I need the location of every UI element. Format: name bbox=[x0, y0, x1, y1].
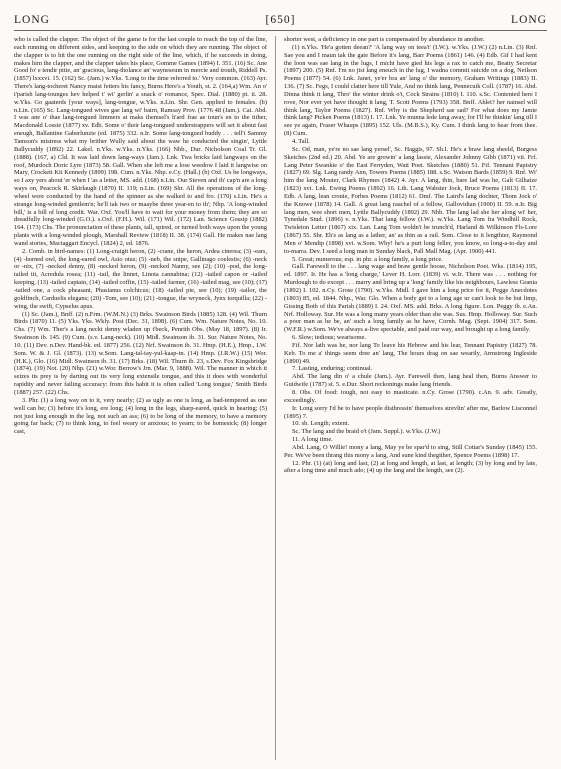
entry-paragraph: Sc. The lang and the braid o't (Jam. Suppl.). w.Yks. (J.W.) bbox=[292, 428, 441, 436]
left-column bbox=[14, 36, 267, 760]
column-divider bbox=[275, 36, 276, 760]
header-left-headword: LONG bbox=[14, 14, 50, 26]
entry-paragraph: 5. Great; numerous; esp. in phr. a long family, a long price. bbox=[292, 255, 443, 263]
entry-paragraph: 11. A long time. bbox=[292, 436, 333, 444]
entry-paragraph: Abd. Lang, O Willie! mony a lang, May ye be spar'd to sing, Still Cottar's Sunday (1845) 155. Per. We've been thrang this mony a lang, And sune kind thegither, Spence Poems (1898) 17. bbox=[284, 443, 537, 459]
entry-paragraph: 3. Phr. (1) a long way on to it, very nearly; (2) as ugly as one is long, as bad-tempered as one well can be; (3) before it's long, ere long; (4) long in the legs, sharp-eared, quick in hearing; (5) not just long enough in the leg, not such an ass; (6) to be long of the memory, to have a memory going far back; (7) to think long, to feel weary or anxious; to yearn; to be homesick; (8) longer cast, bbox=[14, 396, 267, 436]
entry-paragraph: (1) n.Yks. 'He'a gotten deean?' 'A lang way on teea't' (I.W.). w.Yks. (J.W.) (2) n.Lin. (3) Rnf. Sae you and I maun tak the gate Before it's lang, Barr Poems (1861) 146. (4) Edb. Gif I had kent the loon was sae lang in the lugs, I micht have gied his legs a rax to catch me, Beatty Secretar (1897) 200. (5) Rnf. I'm no jist lang eneuch in the lug, I wadna commit suicide on a dog, Neilson Poems (1877) 54. (6) Lnk. Janet, ye'er bra an' lang o' the memory, Graham Writings (1883) II. 136. (7) Sc. Fegs, I could clatter here till Yule, And no think lang, Pennecuik Coll. (1787) 16. Abd. Dinna think it lang, Thro' the winter drink o't, Cock Strains (1810) I. 110. s.Sc. Contented here I rove, Nor ever yet have thought it lang, T. Scott Poems (1793) 358. Bnff. Ahlet? her nainsel will think lang, Taylor Poems (1827). Rnf. Why is the Shepherd sae sad? For what does my Jamie think lang? Picken Poems (1813) I. 17. Lnk. Ye munna lede lang away, for I'll be thinkin' lang till I see ye again, Fraser Whaups (1895) 152. Uls. (M.B.S.), Ky. Cum. I think lang to hear from thee. (8) Cum. bbox=[284, 43, 537, 138]
entry-paragraph: 2. Comb. in bird-names: (1) Long-craigit heron, (2) -crane, the heron, Ardea cinerea; (3) -ears, (4) -horned owl, the long-eared owl, Asio otus; (5) -neb, the snipe, Gallinago coelestis; (6) -neck or -nix, (7) -necked denny, (8) -necked heron, (9) -necked Nanny, see (2); (10) -pod, the long-tailed tit, Acredula rosea; (11) -tail, the linnet, Linota cannabina; (12) -tailed capon or -tailed keeping, (13) -tailed captain, (14) -tailed coffin, (15) -tailed farmer, (16) -tailed mag, see (10); (17) -tailed one, a cock pheasant, Phasianus colchicus; (18) -tailed pie, see (10); (19) -tailor, the goldfinch, Carduelis elegans; (20) -Tom, see (10); (21) -tongue, the wryneck, Jynx torquilla; (22) -wing, the swift, Cypselus apus. bbox=[14, 247, 267, 310]
header-page-number: [650] bbox=[265, 14, 296, 26]
entry-paragraph: 8. Obs. Of food: tough, not easy to masticate. n.Cy. Grose (1790). c.An. 9. adv. Greatly, exceedingly. bbox=[284, 388, 537, 404]
header-right-headword: LONG bbox=[511, 14, 547, 26]
entry-paragraph: Fif. Nor lath was he, nor lang To leave his Hebrew and his lear, Tennant Papistry (1827) 78. Keb. To me a' things seem dree an' lang, The hours drag on sae wearily, Armstrong Ingleside (1890) 49. bbox=[284, 341, 537, 365]
entry-paragraph: who is called the clapper. The object of the game is for the last couple to reach the top of the line, each running on different sides, and keeping to the side on which they are running. The object of the clapper is to hit the one running on the right side of the line, which, if he succeeds in doing, makes him the clapper, and the clapper takes his place, Gomme Games (1894) I. 351. (16) Sc. Ane Good fo' e tendir pitie, an' gracious, lang-tholance an' wayneseum in mercie and trouth, Riddell Ps. (1857) lxxxvi. 15. (162) Sc. (Jam.) w.Yks. 'Long to the time referred to.' Very common. (163) Ayr. There's lang-tocheret Nancy maist fetters his fancy, Burns Here's a Youth, st. 2. (164,a) Wm. An o' t'parish lang-tounges hev helped t' wi' gerlin' a snack o' romance, Spec. Dial. (1880) pt. ii. 28. w.Yks. Go gaaterds [your ways], lang-tongue, w.Yks. n.Lin. Shr. Gen. applied to females. (b) n.Lin. (165) Sc. Lang-tongued wives gae lang wi' bairn, Ramsay Prov. (1776 48 (Jam.). Cai. Abd. I was ane o' thae lang-tongued limmers at maks themsel's h'ard frae ae toun's en to the tither, Macdonald Lossie (1877) xv. Edb. Some o' their lang-tongued understrappers will set it about fast eneugh, Ballantine Gaberlunzie (ed. 1875) 332. n.Ir. Some lang-tongued buddy . . . tell't Sammy Tamson's mistress what my brither Wully said about the waw he conducted the singin', Lyttle Ballycuddy (1892) 22. Lakel. n.Yks. w.Yks. n.Yks. (166) Nhb., Dur. Nicholson Coal Tr. Gl. (1888). (167, a) Cld. It was laid down lang-ways (Jam.). Lnk. Twa bricks laid langways on the roof, Murdoch Doric Lyre (1873) 58. Gall. When she left me a lose weedow I laid it langwise on Mary, Crockett Kit Kennedy (1899) 198. Cum. n.Yks. Nhp. e.Cy. (Hall.) (b) Oxf. Us be longways, so I axy yers about 'er when I 'as a letter, MS. add. (168) n.Lin. Our Steven and th' cap'n are a long ways on, Peacock R. Skirlaugh (1870) II. 119; n.Lin. (169) Shr. All the operations of the long-wheel were conducted by the hand of the spinner as she walked to and fro. (170) s.Lin. He's a strange long-winded gentlem'n; he'll tak two or maaybe three year-en to th'; Nhp. 'A long-winded bill,' is a bill of long credit. War. Oxf. You'll have to wait for your money from them; they are so dreadfully long-winded (G.O.). s.Oxf. (F.H.). Wil. (171) Wil. (172) Lan. Science Gossip (1882) 164. (173) Chs. The pronunciation of these plants, tall, spired, or turned both ways upon the young plants with a long-winded plough, Marshall Review (1818) II. 38. (174) Gall. He makes nae lang wand stories, Mactaggart Encycl. (1824) 2, ed. 1876. bbox=[14, 36, 267, 247]
entry-paragraph: 6. Slow; tedious; wearisome. bbox=[292, 334, 367, 342]
header-rule bbox=[14, 30, 547, 31]
entry-paragraph: (1) Sc. (Jam.), Bnff. (2) n.Frm. (W.M.N.) (3) Brks. Swainson Birds (1885) 128. (4) Wil. Thurn Birds (1870) 11. (5) Yks. Yks. Wkly. Post (Dec. 31, 1898). (6) Cum. Wm. Nature Notes, No. 10. Chs. (7) Wm. Ther's a lang neckt denny wladen up t'beck, Penrith Obs. (May 18, 1897). (8) Ir. Swainson ib. 145. (9) Cum. (s.v. Lang-neck). (10) Midl. Swainson ib. 31. Sur. Nature Notes, No. 10. (11) Dev. n.Dev. Hand-bk. ed. 1877) 256. (12) Nrf. Swainson ib. 31. Hmp. (H.E.), Hmp., I.W. Som. W. & J. Gl. (1873). (13) w.Som. Lang-tal-tay-yul-kaap-tn. (14) Hmp. (J.R.W.) (15) Wor. (H.K.), Glo. (16) Midl. Swainson ib. 31. (17) Brks. (18) Wil. Thurn ib. 23, s.Dev. Fox Kingsbridge (1874). (19) Not. (20) Nhp. (21) w.Wor. Berrow's Jrn. (Mar. 9, 1888). Wil. The manner in which it seizes its prey is by darting out its very long extensile tongue, and this it does with wonderful rapidity and never failing accuracy: from this habit it is often called 'Long tongue,' Smith Birds (1887) 257. (22) Chs. bbox=[14, 310, 267, 396]
entry-paragraph: Gall. Farewell to the . . . lang wage and braw gentle hoose, Nicholson Poet. Wks. (1814) 195, ed. 1897. Ir. He has a 'long charge,' Lever H. Lorr. (1839) vi. w.Ir. There was . . . nothing for Murdough to do except . . . marry and bring up a 'long' family like his neighbours, Lawless Grania (1892) I. 102. n.Cy. Grose (1790). w.Yks. Midl. I gave him a long price for it, Pegge Anecdotes (1803) 85, ed. 1844. Nhp., War. Glo. When a body get to a long age ur can't look to be but limp, Gissing Both of this Parish (1889) I. 24. Oxf. MS. add. Brks. A long figure. Lon. Peggy ib. e.An. Nrf. Holloway. Sur. He was a long many years older than she was. Sus. Hmp. Holloway. Sur. Such a poor man as he be, an' such a long family as he have, Cornh. Mag. (Sept. 1904) 317. Som. (W.F.R.) w.Som. We've always a-live spectable, and paid our way, and brought up a long family. bbox=[284, 263, 537, 334]
page-header bbox=[14, 14, 547, 30]
entry-paragraph: 7. Lasting, enduring; continual. bbox=[292, 365, 373, 373]
entry-paragraph: Abd. The lang din o' a chule (Jam.). Ayr. Farewell then, lang heal then, Burns Answer to Guidwife (1787) st. 5. e.Dur. Short reckonings make lang friends. bbox=[284, 373, 537, 389]
entry-paragraph: 10. sb. Length; extent. bbox=[292, 420, 350, 428]
right-column bbox=[284, 36, 537, 760]
entry-paragraph: Sc. Od, man, ye're no sae lang yersel', Sc. Haggis, 97. Sh.I. He's a braw lang sheeld, Burgess Sketches (2nd ed.) 20. Abd. Ye are growin' a lang lassie, Alexander Johnny Gibb (1871) vii. Frf. Lang Peter Swankie o' the East Ferryden, Watt Poet. Sketches (1880) 51. Fif. Tennant Papistry (1827) 69. Slg. Lang randy Ann, Towers Poems (1885) 188. s.Sc. Watson Bards (1859) 9. Rnf. Wi' him the lang Mouter, Clark Rhymes (1842) 4. Ayr. A lang, thin, bare lad was he, Galt Gilhaize (1823) xvi. Lnk. Ewing Poems (1892) 16. Lth. Lang Wabster Jock, Bruce Poems (1813) II. 17. Edb. A lang, lean cronie, Forbes Poems (1812) 61. Dmf. The Laird's lang dochter, Thom Jock o' the Knowe (1878) 14. Gall. A great lang raachel of a fellow, Gallovidian (1900) II. 59. n.Ir. Big lang men, wee short men, Lyttle Ballycuddy (1892) 29. Nhb. The lang lad she her along wi' her, Tynedale Stud. (1896) v. n.Yks. That lang fellow (I.W.). w.Yks. Lang Tom fra Windhill Rock, Twisleton Letter (1867) xix. Lan. Lang Tom woldn't be trunch'd, Harland & Wilkinson Fls-Lore (1867) 55. Shr. Eh's as lang as a lather, an' as thin as a rail. Som. Close to it lengthier, Raymond Men o' Mendip (1898) xvi. w.Som. Why! he's a purt long feller, you know, so long-a-to-day and to-marra. Dev. I seed a long man in Sunday black, Pall Mall Mag. (Apr. 1900) 441. bbox=[284, 145, 537, 255]
entry-paragraph: shorter west, a deficiency in one part is compensated by abundance in another. bbox=[284, 36, 485, 43]
entry-paragraph: 12. Phr. (1) (at) long and last, (2) at long and length, at last, at length; (3) by long and by late, after a long time and much ado; (4) up the lang and the length, see (2). bbox=[284, 459, 537, 475]
entry-paragraph: 4. Tall. bbox=[292, 137, 310, 145]
entry-paragraph: Ir. Long sorry I'd be to have people disthressin' themselves strevlin' after me, Barlow Lisconnel (1895) 7. bbox=[284, 404, 537, 420]
